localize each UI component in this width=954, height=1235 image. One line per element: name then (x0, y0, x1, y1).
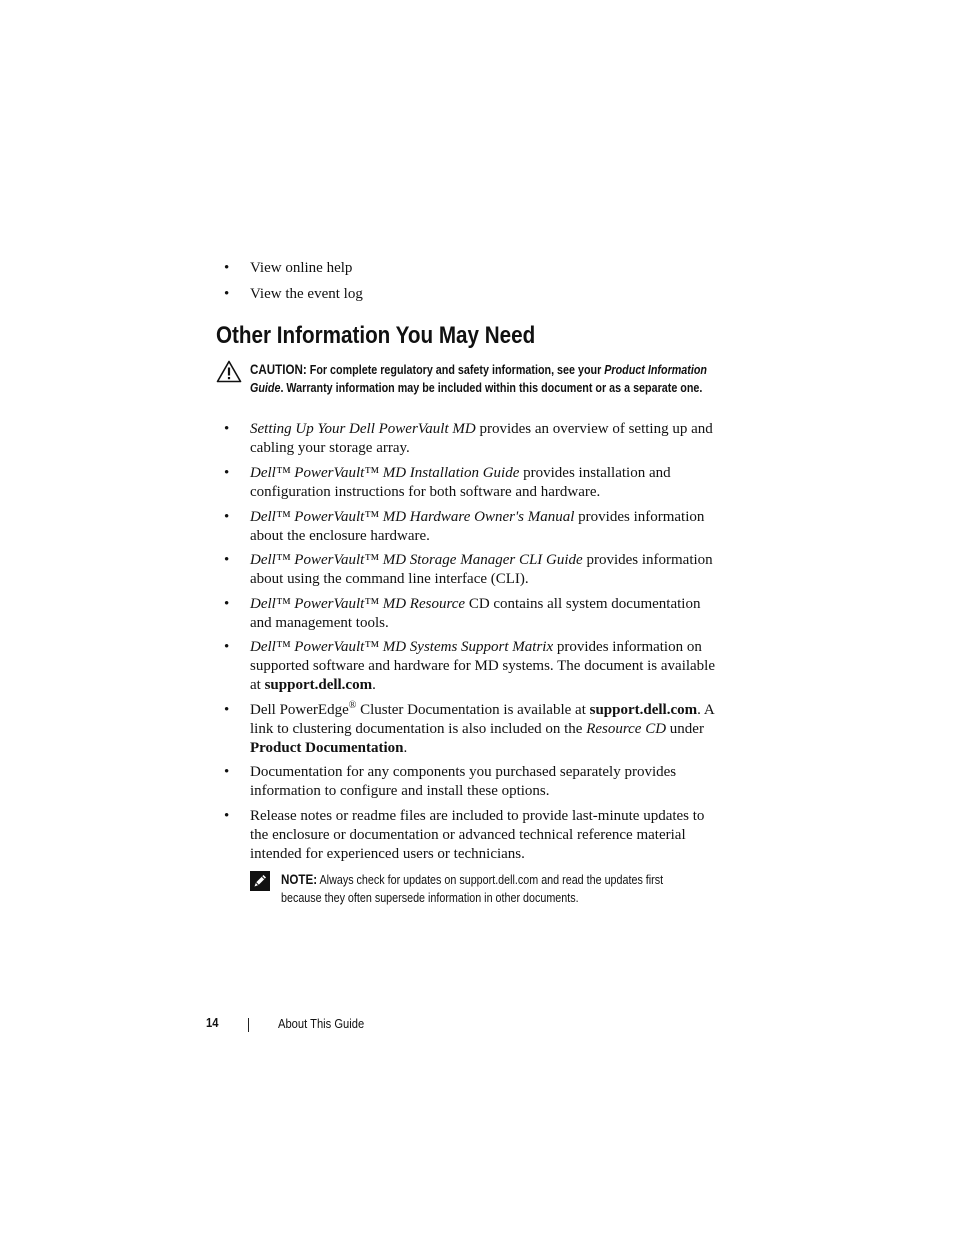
list-item: • Dell™ PowerVault™ MD Storage Manager CLI Guide provides information about using the command line interface (CLI). (250, 551, 720, 589)
support-link[interactable]: support.dell.com (459, 873, 539, 887)
warning-triangle-icon (216, 360, 242, 383)
note-label: NOTE: (281, 872, 318, 887)
list-item: • Documentation for any components you purchased separately provides information to configure and install these options. (250, 763, 720, 801)
list-item: • Release notes or readme files are included to provide last-minute updates to the enclosure or documentation or advanced technical reference material intended for experienced users or technicians. (250, 807, 720, 864)
section-heading: Other Information You May Need (216, 322, 536, 349)
support-link[interactable]: support.dell.com (264, 677, 373, 693)
note-notice: NOTE: Always check for updates on support.dell.com and read the updates first because they often supersede information in other documents. (281, 872, 664, 905)
list-item: • Dell™ PowerVault™ MD Resource CD contains all system documentation and management tools. (250, 595, 720, 633)
footer-title: About This Guide (278, 1016, 365, 1031)
support-link[interactable]: support.dell.com (589, 702, 698, 718)
list-item: • Dell PowerEdge® Cluster Documentation is available at support.dell.com. A link to clustering documentation is also included on the Resource CD under Product Documentation. (250, 701, 720, 758)
list-item: • Dell™ PowerVault™ MD Installation Guide provides installation and configuration instructions for both software and hardware. (250, 464, 720, 502)
list-item: • Dell™ PowerVault™ MD Systems Support Matrix provides information on supported software and hardware for MD systems. The document is available at support.dell.com. (250, 638, 720, 695)
list-item: • Setting Up Your Dell PowerVault MD provides an overview of setting up and cabling your storage array. (250, 420, 720, 458)
footer-divider (248, 1018, 249, 1032)
page-number: 14 (206, 1015, 219, 1030)
note-pencil-icon (250, 871, 270, 891)
list-item: • Dell™ PowerVault™ MD Hardware Owner's Manual provides information about the enclosure hardware. (250, 508, 720, 546)
caution-label: CAUTION: (250, 362, 307, 377)
page-footer (0, 1015, 954, 1035)
caution-notice: CAUTION: For complete regulatory and safety information, see your Product Information Guide. Warranty information may be included within this document or as a separate one. (250, 362, 707, 395)
list-item: • View the event log (250, 285, 720, 304)
list-item: • View online help (250, 259, 720, 278)
